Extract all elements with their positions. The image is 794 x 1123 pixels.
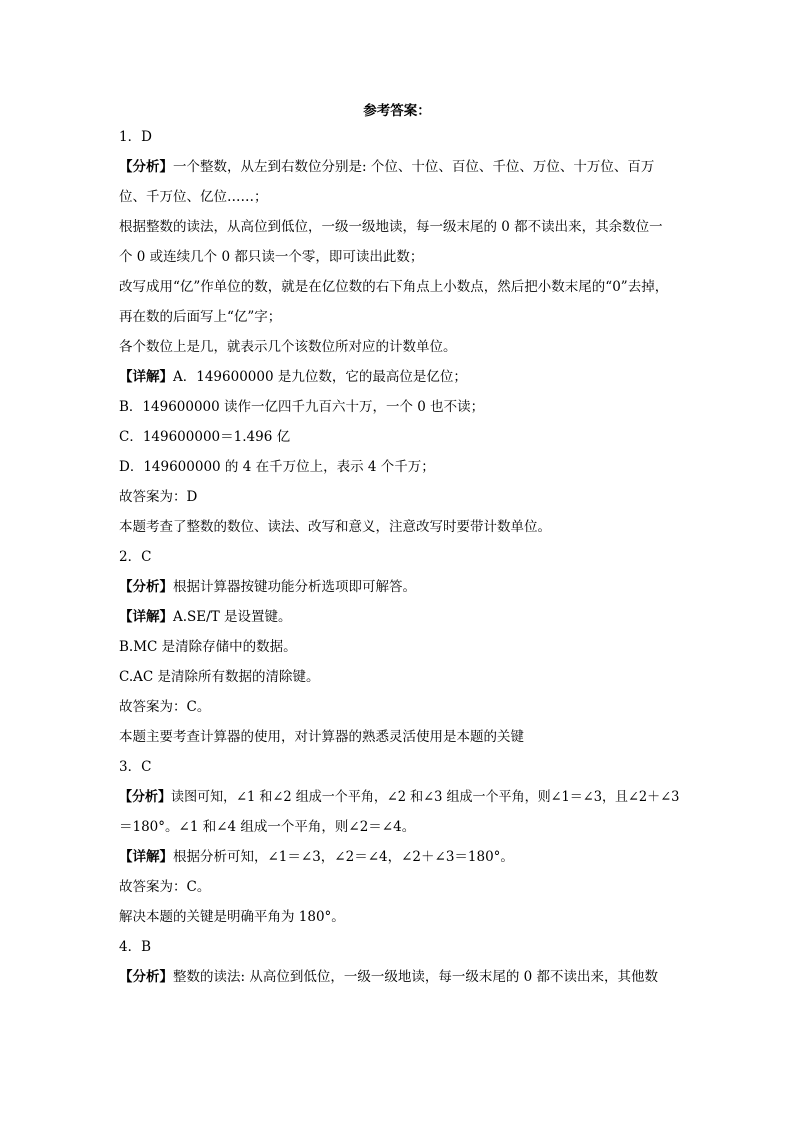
q2-detail-a-text: A.SE/T 是设置键。 <box>173 609 292 625</box>
q3-answer: 故答案为：C。 <box>119 879 211 895</box>
q3-detail <box>119 842 679 872</box>
analysis-tag: 【分析】 <box>119 159 173 175</box>
detail-tag: 【详解】 <box>119 849 173 865</box>
q1-number: 1．D <box>119 129 152 145</box>
detail-tag: 【详解】 <box>119 369 173 385</box>
q3-detail-text: 根据分析可知，∠1＝∠3，∠2＝∠4，∠2＋∠3＝180°。 <box>173 849 514 865</box>
q3-summary: 解决本题的关键是明确平角为 180°。 <box>119 909 345 925</box>
q1-detail-b: B．149600000 读作一亿四千九百六十万，一个 0 也不读； <box>119 399 485 415</box>
q3-analysis-line1 <box>119 782 680 812</box>
q1-rule-line1: 根据整数的读法，从高位到低位，一级一级地读，每一级末尾的 0 都不读出来，其余数位一 <box>119 219 663 235</box>
q4-number: 4．B <box>119 939 152 955</box>
analysis-tag: 【分析】 <box>119 969 173 985</box>
q1-summary: 本题考查了整数的数位、读法、改写和意义，注意改写时要带计数单位。 <box>119 519 551 535</box>
q2-number: 2．C <box>119 549 152 565</box>
q1-analysis-line2: 位、千万位、亿位……； <box>119 189 268 205</box>
q2-analysis-text: 根据计算器按键功能分析选项即可解答。 <box>173 579 416 595</box>
q2-analysis <box>119 572 679 602</box>
analysis-tag: 【分析】 <box>119 789 172 805</box>
detail-tag: 【详解】 <box>119 609 173 625</box>
q2-detail-b: B.MC 是清除存储中的数据。 <box>119 639 297 655</box>
q4-analysis-text1: 整数的读法: 从高位到低位，一级一级地读，每一级末尾的 0 都不读出来，其他数 <box>173 969 659 985</box>
q3-number: 3．C <box>119 759 152 775</box>
q2-detail-c: C.AC 是清除所有数据的清除键。 <box>119 669 320 685</box>
q1-rewrite-line1: 改写成用“亿”作单位的数，就是在亿位数的右下角点上小数点，然后把小数末尾的“0”去掉， <box>119 279 669 295</box>
q2-summary: 本题主要考查计算器的使用，对计算器的熟悉灵活使用是本题的关键 <box>119 729 524 745</box>
q3-analysis-text1: 读图可知，∠1 和∠2 组成一个平角，∠2 和∠3 组成一个平角，则∠1＝∠3，且∠2＋∠3 <box>171 789 680 805</box>
q4-analysis-line1 <box>119 962 679 992</box>
q1-answer: 故答案为：D <box>119 489 198 505</box>
q1-rewrite-line2: 再在数的后面写上“亿”字； <box>119 309 282 325</box>
q1-analysis-line1 <box>119 152 679 182</box>
q1-detail-a-text: A．149600000 是九位数，它的最高位是亿位； <box>173 369 467 385</box>
page-title: 参考答案： <box>363 103 431 119</box>
q1-analysis-text1: 一个整数，从左到右数位分别是: 个位、十位、百位、千位、万位、十万位、百万 <box>173 159 655 175</box>
q1-detail-c: C．149600000＝1.496 亿 <box>119 429 291 445</box>
q1-detail-a <box>119 362 679 392</box>
q1-meaning: 各个数位上是几，就表示几个该数位所对应的计数单位。 <box>119 339 457 355</box>
q1-rule-line2: 个 0 或连续几个 0 都只读一个零，即可读出此数； <box>119 249 424 265</box>
q2-detail-a <box>119 602 679 632</box>
answer-content <box>119 122 679 992</box>
q1-detail-d: D．149600000 的 4 在千万位上，表示 4 个千万； <box>119 459 435 475</box>
analysis-tag: 【分析】 <box>119 579 173 595</box>
q3-analysis-line2: ＝180°。∠1 和∠4 组成一个平角，则∠2＝∠4。 <box>119 819 416 835</box>
q2-answer: 故答案为：C。 <box>119 699 211 715</box>
